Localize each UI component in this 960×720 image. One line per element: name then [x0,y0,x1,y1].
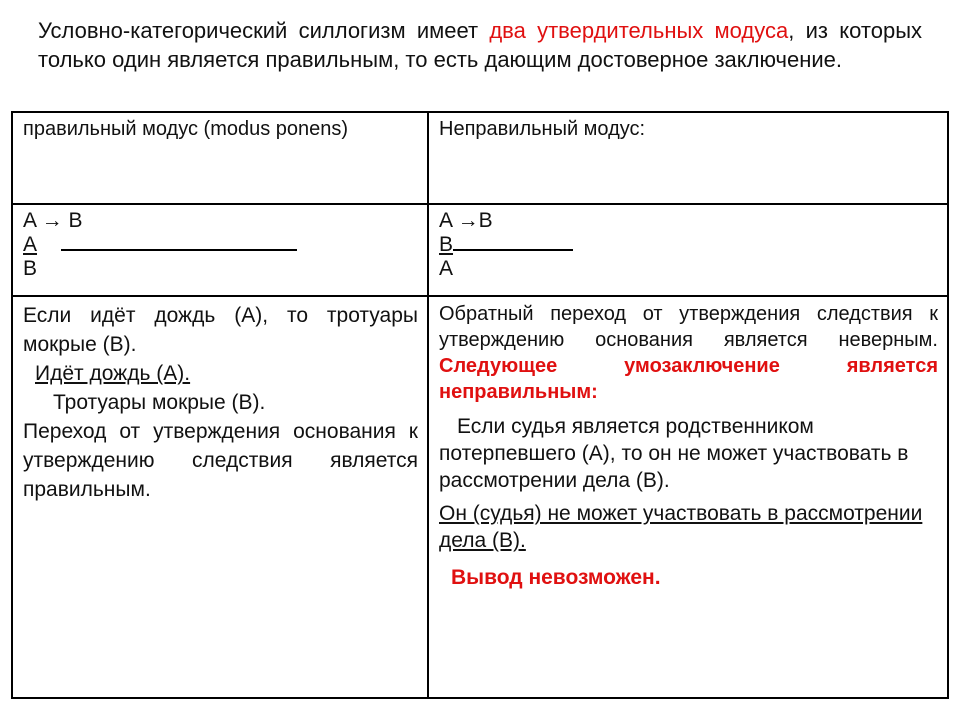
formula-minor-premise-row [23,233,418,257]
example-minor-premise-row [23,359,418,388]
judge-minor-premise: Он (судья) не может участвовать в рассмотрении дела (В). [439,502,923,552]
incorrect-modus-header-text: Неправильный модус: [439,118,646,140]
intro-highlight: два утвердительных модуса [489,18,789,43]
formula-conclusion: B [23,257,38,280]
verdict-text: Вывод невозможен. [451,566,661,589]
formula-minor-premise-row [439,233,938,257]
formula-minor-premise: B [439,233,454,256]
judge-major-premise: Если судья является родственником потерпевшего (А), то он не может участвовать в рассмотрении дела (В). [439,415,909,492]
correct-modus-example [12,296,428,698]
incorrect-explanation-text: Обратный переход от утверждения следствия к утверждению основания является неверным. [439,303,938,351]
correct-modus-header [12,112,428,204]
modus-table [11,111,949,699]
table-row-formulas [12,204,948,296]
table-row-headers [12,112,948,204]
correct-modus-header-text: правильный модус (modus ponens) [23,118,349,140]
incorrect-warning: Следующее умозаключение является неправильным: [439,355,938,403]
formula-major-premise: A →B [439,209,493,232]
example-explanation: Переход от утверждения основания к утверждению следствия является правильным. [23,420,418,501]
correct-modus-formula [12,204,428,296]
intro-paragraph [38,16,922,74]
intro-text-start: Условно-категорический силлогизм имеет [38,18,490,43]
example-major-premise: Если идёт дождь (А), то тротуары мокрые (В). [23,304,418,356]
incorrect-modus-formula [428,204,948,296]
formula-conclusion: A [439,257,454,280]
table-row-examples [12,296,948,698]
incorrect-modus-header [428,112,948,204]
incorrect-explanation [439,301,938,405]
inference-line [61,248,297,251]
example-minor-premise: Идёт дождь (А). [35,362,191,385]
incorrect-modus-example [428,296,948,698]
intro-text-end: , из которых только один является правильным, то есть дающим достоверное заключение. [38,18,923,72]
formula-major-premise: A → B [23,209,83,232]
example-conclusion: Тротуары мокрые (В). [53,391,266,414]
judge-minor-premise-row [439,500,938,554]
inference-line [453,248,573,251]
formula-minor-premise: A [23,233,38,256]
